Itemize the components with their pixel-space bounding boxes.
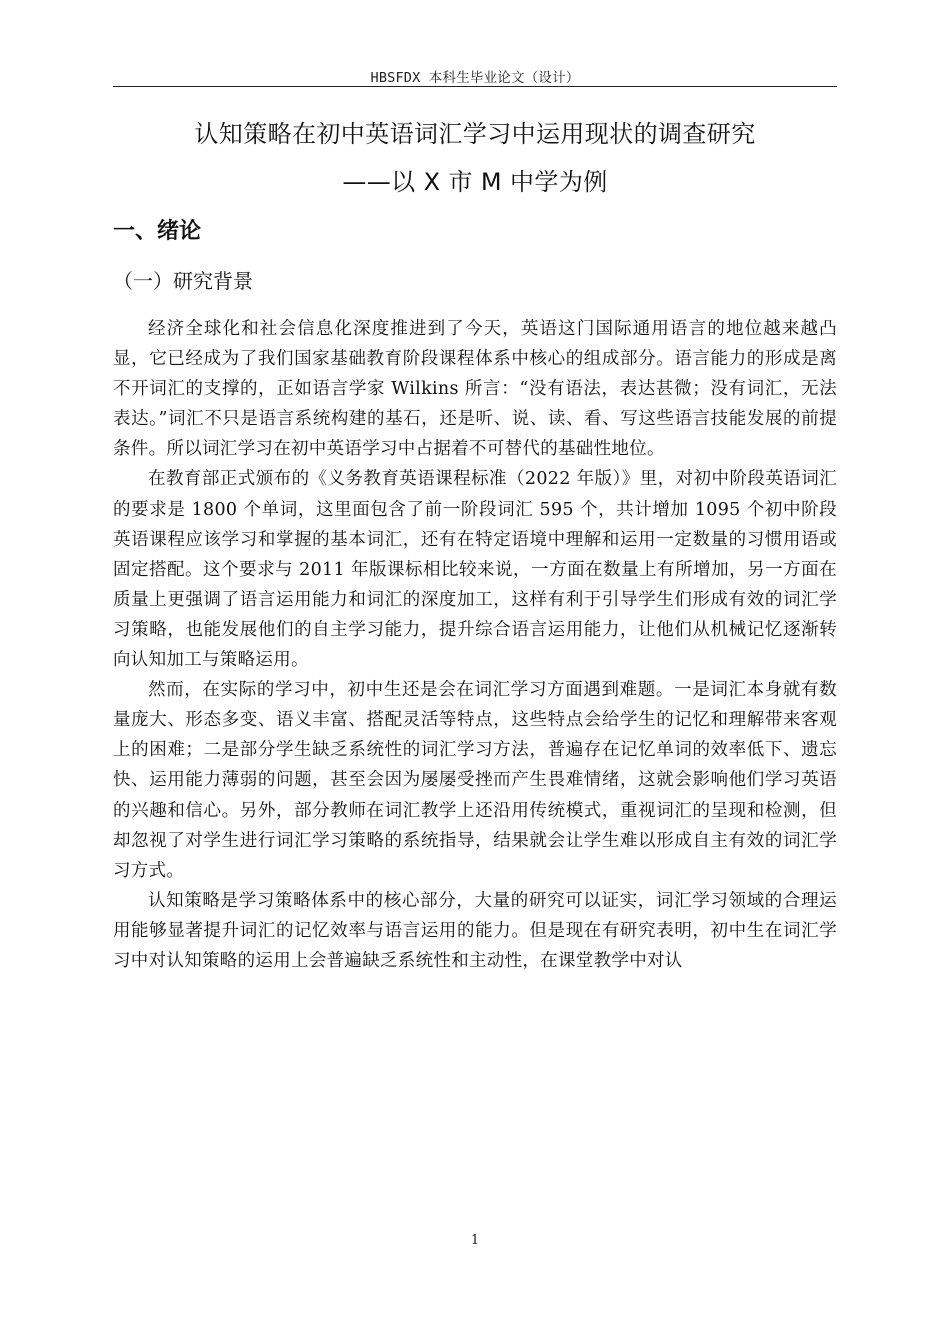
section-heading: 一、绪论	[113, 219, 202, 244]
paragraph: 在教育部正式颁布的《义务教育英语课程标准（2022 年版）》里，对初中阶段英语词汇的要求是 1800 个单词，这里面包含了前一阶段词汇 595 个，共计增加 1095 个初中阶段英语课程应该学习和掌握的基本词汇，还有在特定语境中理解和运用一定数量的习惯用语或固定搭配。这个要求与 2011 年版课标相比较来说，一方面在数量上有所增加，另一方面在质量上更强调了语言运用能力和词汇的深度加工，这样有利于引导学生们形成有效的词汇学习策略，也能发展他们的自主学习能力，提升综合语言运用能力，让他们从机械记忆逐渐转向认知加工与策略运用。	[113, 469, 837, 671]
page-number: 1	[470, 1233, 480, 1248]
header-rule	[113, 86, 837, 87]
thesis-title: 认知策略在初中英语词汇学习中运用现状的调查研究	[194, 120, 756, 148]
thesis-subtitle: ——以 X 市 M 中学为例	[342, 168, 608, 196]
page-header: HBSFDX 本科生毕业论文（设计）	[370, 70, 580, 86]
paragraph: 认知策略是学习策略体系中的核心部分，大量的研究可以证实，词汇学习领域的合理运用能够显著提升词汇的记忆效率与语言运用的能力。但是现在有研究表明，初中生在词汇学习中对认知策略的运用上会普遍缺乏系统性和主动性，在课堂教学中对认	[113, 890, 837, 971]
body-text	[113, 314, 837, 976]
subsection-heading: （一）研究背景	[113, 269, 253, 293]
paragraph: 经济全球化和社会信息化深度推进到了今天，英语这门国际通用语言的地位越来越凸显，它已经成为了我们国家基础教育阶段课程体系中核心的组成部分。语言能力的形成是离不开词汇的支撑的，正如语言学家 Wilkins 所言：“没有语法，表达甚微；没有词汇，无法表达。”词汇不只是语言系统构建的基石，还是听、说、读、看、写这些语言技能发展的前提条件。所以词汇学习在初中英语学习中占据着不可替代的基础性地位。	[113, 319, 837, 460]
paragraph: 然而，在实际的学习中，初中生还是会在词汇学习方面遇到难题。一是词汇本身就有数量庞大、形态多变、语义丰富、搭配灵活等特点，这些特点会给学生的记忆和理解带来客观上的困难；二是部分学生缺乏系统性的词汇学习方法，普遍存在记忆单词的效率低下、遗忘快、运用能力薄弱的问题，甚至会因为屡屡受挫而产生畏难情绪，这就会影响他们学习英语的兴趣和信心。另外，部分教师在词汇教学上还沿用传统模式，重视词汇的呈现和检测，但却忽视了对学生进行词汇学习策略的系统指导，结果就会让学生难以形成自主有效的词汇学习方式。	[113, 680, 837, 881]
